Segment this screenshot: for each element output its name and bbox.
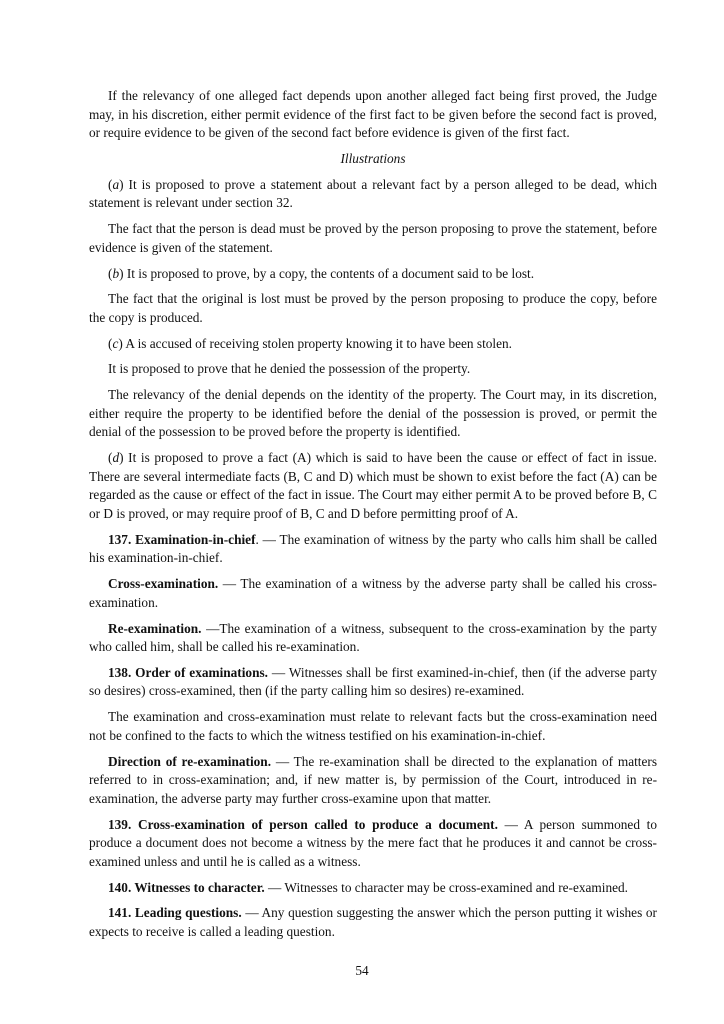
paragraph-text: — Witnesses shall be first examined-in-chief, then (if the adverse party so desires) cross-examined, then (if the party calling him so desires) re-examined. [89,664,657,699]
paragraph-text: — A person summoned to produce a document does not become a witness by the mere fact that he produces it and cannot be cross-examined unless and until he is called as a witness. [89,816,658,869]
paragraph-text: It is proposed to prove, by a copy, the contents of a document said to be lost. [123,265,535,281]
illustration-marker: a [112,176,120,192]
illustrations-heading: Illustrations [340,150,406,166]
illustration-c: (c) A is accused of receiving stolen property knowing it to have been stolen. [108,335,512,351]
paragraph-text: —The examination of a witness, subsequent to the cross-examination by the party who called him, shall be called his re-examination. [89,620,657,655]
paragraph-text: It is proposed to prove a fact (A) which is said to have been the cause or effect of fact in issue. There are several intermediate facts (B, C and D) which must be shown to exist before the fact (A) can be regarded as the cause or effect of the fact in issue. The Court may either permit A to be proved before B, C or D is proved, or may require proof of B, C and D before permitting proof of A. [89,450,657,521]
section-heading: 137. Examination-in-chief [108,531,256,547]
section-139 [89,816,657,872]
section-heading: Cross-examination. [108,576,219,592]
paragraph-text: — The examination of a witness by the adverse party shall be called his cross-examination. [89,576,657,610]
illustration-b-explanation [89,290,657,327]
illustration-marker: b [112,265,120,281]
section-137 [89,531,657,568]
paragraph-text: A is accused of receiving stolen property knowing it to have been stolen. [122,335,512,351]
section-heading: 141. Leading questions. [108,905,242,921]
paragraph-text: — Any question suggesting the answer which the person putting it wishes or expects to receive is called a leading question. [89,905,657,939]
section-heading: Re-examination. [108,620,202,636]
section-heading: Direction of re-examination. [108,753,272,769]
paragraph-text: . — The examination of witness by the party who calls him shall be called his examination-in-chief. [89,531,657,566]
illustration-c-explanation [89,386,657,442]
section-heading: 138. Order of examinations. [108,664,268,680]
page-number: 54 [355,963,369,978]
paragraph-text: The relevancy of the denial depends on the identity of the property. The Court may, in its discretion, either require the property to be identified before the denial of the possession is proved, or permit the denial of the possession to be proved before the property is identified. [89,387,657,440]
section-140 [89,879,657,898]
document-body [89,87,657,949]
illustration-marker: c [112,335,119,351]
paragraph-text: The examination and cross-examination must relate to relevant facts but the cross-examination need not be confined to the facts to which the witness testified on his examination-in-chief. [89,709,657,743]
paragraph-text: — Witnesses to character may be cross-examined and re-examined. [264,879,628,895]
illustration-a: (a) It is proposed to prove a statement about a relevant fact by a person alleged to be dead, which statement is relevant under section 32. [89,176,657,211]
section-heading: 140. Witnesses to character. [108,879,265,895]
paragraph-text: The fact that the person is dead must be proved by the person proposing to prove the statement, before evidence is given of the statement. [89,221,657,255]
illustration-b: (b) It is proposed to prove, by a copy, the contents of a document said to be lost. [108,265,535,281]
section-direction-re-examination [89,753,657,809]
section-141 [89,904,657,941]
section-138-relevance [89,708,657,745]
section-heading: 139. Cross-examination of person called to produce a document. [108,816,498,832]
illustration-marker: d [112,450,120,466]
illustration-d: (d) It is proposed to prove a fact (A) which is said to have been the cause or effect of fact in issue. There are several intermediate facts (B, C and D) which must be shown to exist before the fact (A) can be regarded as the cause or effect of the fact in issue. The Court may either permit A to be proved before B, C or D is proved, or may require proof of B, C and D before permitting proof of A. [89,450,657,521]
illustration-a-explanation [89,220,657,257]
paragraph-text: If the relevancy of one alleged fact depends upon another alleged fact being first proved, the Judge may, in his discretion, either permit evidence of the first fact to be given before the second fact is proved, or require evidence to be given of the second fact before evidence is given of the first fact. [89,88,657,141]
paragraph-text: — The re-examination shall be directed to the explanation of matters referred to in cross-examination; and, if new matter is, by permission of the Court, introduced in re-examination, the adverse party may further cross-examine upon that matter. [89,753,658,806]
section-138 [89,664,657,701]
paragraph-relevancy-order [89,87,657,143]
paragraph-text: It is proposed to prove that he denied the possession of the property. [108,361,471,377]
paragraph-text: The fact that the original is lost must be proved by the person proposing to produce the copy, before the copy is produced. [89,291,657,325]
section-re-examination [89,620,657,657]
illustration-c-proposal [89,360,657,379]
section-cross-examination [89,575,657,612]
paragraph-text: It is proposed to prove a statement about a relevant fact by a person alleged to be dead, which statement is relevant under section 32. [89,176,657,211]
